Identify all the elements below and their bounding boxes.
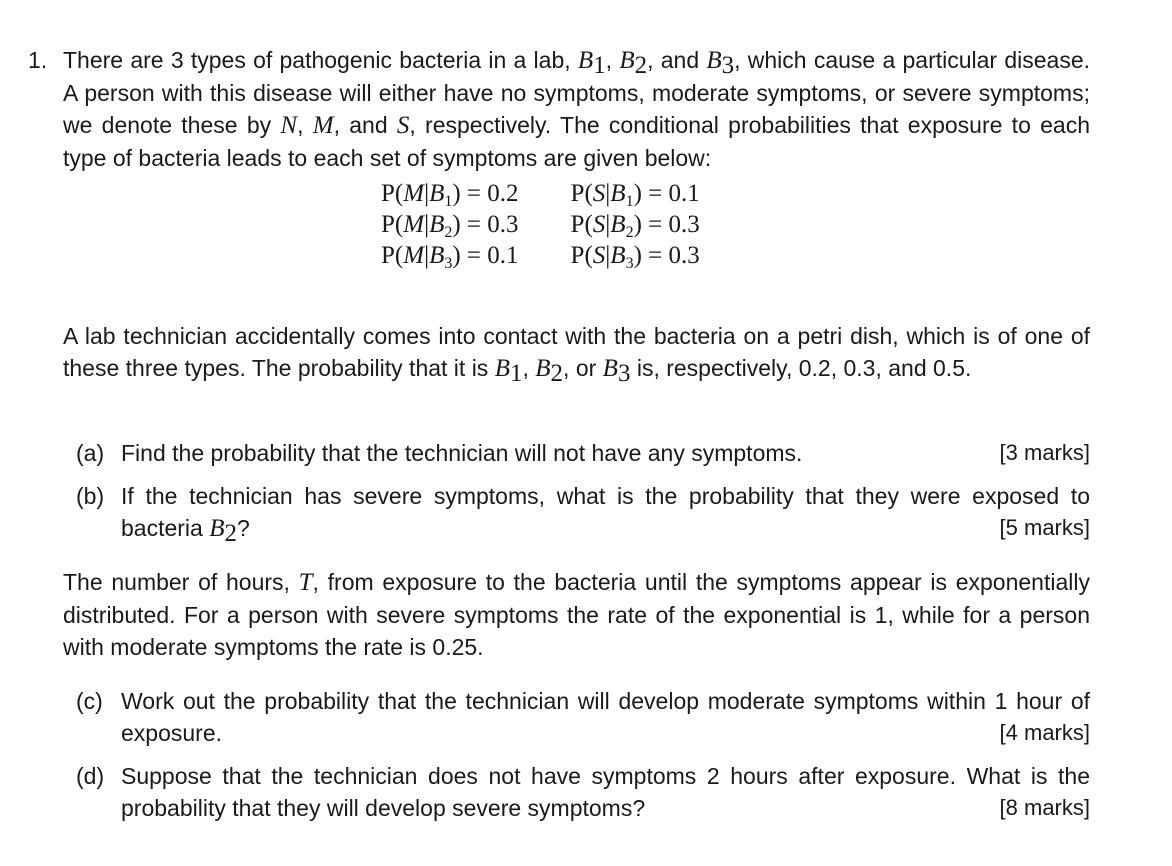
part-c-label: (c) [76,688,103,714]
prob-severe-1: $P(S|B_1) = 0.1$ [570,180,700,210]
prob-severe-2: $P(S|B_2) = 0.3$ [570,211,700,241]
part-c-text: Work out the probability that the technician will develop moderate symptoms within 1 hour of exposure. [121,688,1090,746]
part-d-text: Suppose that the technician does not have symptoms 2 hours after exposure. What is the probability that they will develop severe symptoms? [121,763,1090,821]
part-b-text: If the technician has severe symptoms, what is the probability that they were exposed to bacteria $B_2$? [121,483,1090,547]
symbol-b1: $B_1$ [577,47,606,79]
part-b-label: (b) [76,483,105,509]
symbol-b2: $B_2$ [619,47,648,79]
probability-row [381,209,700,240]
question-body [63,44,1091,821]
part-b-marks: [5 marks] [999,515,1090,540]
part-a-text: Find the probability that the technician will not have any symptoms. [121,440,803,466]
part-a-marks: [3 marks] [999,440,1090,465]
prob-severe-3: $P(S|B_3) = 0.3$ [570,242,700,272]
probability-row [381,240,700,271]
context-paragraph-1: A lab technician accidentally comes into contact with the bacteria on a petri dish, which is of one of these three types. The probability that it is $B_1$, $B_2$, or $B_3$ is, respectively, 0.2, 0.3, and 0.5. [63,323,1090,387]
question-intro: There are 3 types of pathogenic bacteria in a lab, $B_1$, $B_2$, and $B_3$, which cause a particular disease. A person with this disease will either have no symptoms, moderate symptoms, or severe symptoms; we denote these by N, M, and S, respectively. The conditional probabilities that exposure to each type of bacteria leads to each set of symptoms are given below: [63,47,1091,171]
prob-moderate-1: $P(M|B_1) = 0.2$ [381,180,519,210]
prob-moderate-3: $P(M|B_3) = 0.1$ [381,242,519,272]
prob-moderate-2: $P(M|B_2) = 0.3$ [381,211,519,241]
symbol-s: S [396,112,410,139]
context-paragraph-2: The number of hours, T, from exposure to the bacteria until the symptoms appear is exponentially distributed. For a person with severe symptoms the rate of the exponential is 1, while for a person with moderate symptoms the rate is 0.25. [63,569,1090,660]
question-number: 1. [28,47,48,73]
symbol-b3: $B_3$ [706,47,735,79]
part-a-label: (a) [76,440,105,466]
symbol-n: N [280,112,298,139]
symbol-m: M [312,112,334,139]
probability-row [381,178,700,209]
part-d-label: (d) [76,763,105,789]
part-c-marks: [4 marks] [999,720,1090,745]
probability-table [381,178,700,271]
symbol-t: T [298,569,313,596]
part-d-marks: [8 marks] [999,795,1090,820]
